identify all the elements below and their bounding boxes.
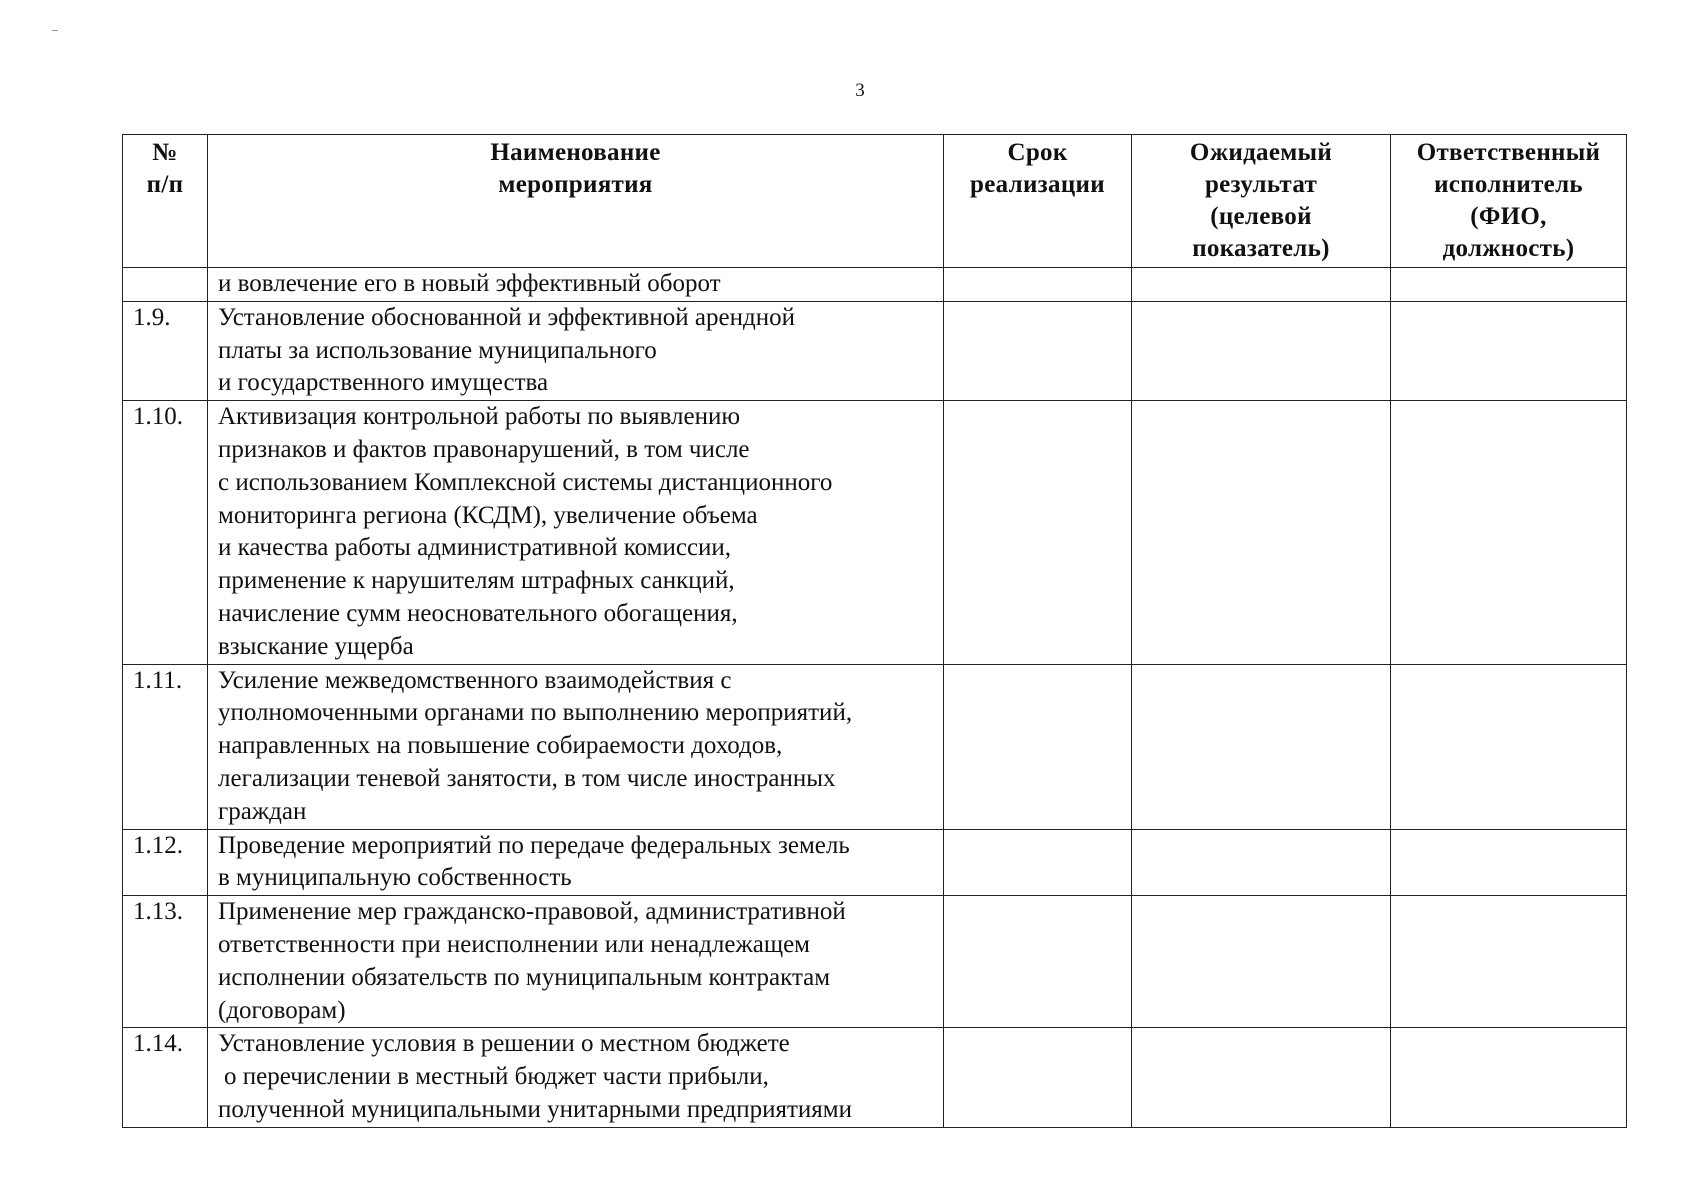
table-row — [123, 664, 1627, 829]
measure-name-line: признаков и фактов правонарушений, в том числе — [218, 435, 750, 463]
result-cell — [1132, 301, 1391, 400]
result-cell — [1132, 1028, 1391, 1127]
measure-name — [208, 829, 944, 896]
measure-name-line: мониторинга региона (КСДМ), увеличение объема — [218, 501, 758, 529]
row-number: 1.9. — [123, 301, 208, 400]
header-term: Срок реализации — [944, 135, 1132, 268]
measure-name-line: платы за использование муниципального — [218, 336, 657, 364]
measures-table — [122, 134, 1627, 1128]
row-number: 1.14. — [123, 1028, 208, 1127]
measure-name-line: о перечислении в местный бюджет части прибыли, — [224, 1063, 769, 1091]
measure-name-line: Установление обоснованной и эффективной арендной — [218, 303, 795, 331]
measure-name-line: Применение мер гражданско-правовой, административной — [218, 898, 846, 926]
result-cell — [1132, 664, 1391, 829]
result-cell — [1132, 829, 1391, 896]
responsible-cell — [1391, 829, 1627, 896]
table-row — [123, 896, 1627, 1028]
page-number: 3 — [855, 80, 865, 101]
result-cell — [1132, 896, 1391, 1028]
term-cell — [944, 268, 1132, 302]
measure-name-line: Активизация контрольной работы по выявлению — [218, 403, 741, 431]
measure-name-line: граждан — [218, 797, 307, 825]
row-number: 1.13. — [123, 896, 208, 1028]
measure-name-line: Усиление межведомственного взаимодействия с — [218, 666, 732, 694]
term-cell — [944, 664, 1132, 829]
header-responsible: Ответственный исполнитель (ФИО, должность) — [1391, 135, 1627, 268]
measure-name-line: с использованием Комплексной системы дистанционного — [218, 468, 833, 496]
header-name: Наименование мероприятия — [208, 135, 944, 268]
responsible-cell — [1391, 301, 1627, 400]
result-cell — [1132, 268, 1391, 302]
measure-name-line: и государственного имущества — [218, 369, 549, 397]
result-cell — [1132, 401, 1391, 664]
measure-name — [208, 401, 944, 664]
measure-name — [208, 896, 944, 1028]
measure-name-line: и качества работы административной комиссии, — [218, 534, 732, 562]
responsible-cell — [1391, 268, 1627, 302]
term-cell — [944, 301, 1132, 400]
row-number: 1.11. — [123, 664, 208, 829]
responsible-cell — [1391, 1028, 1627, 1127]
measure-name — [208, 268, 944, 302]
term-cell — [944, 896, 1132, 1028]
measure-name — [208, 1028, 944, 1127]
header-num: № п/п — [123, 135, 208, 268]
measure-name-line: начисление сумм неосновательного обогащения, — [218, 599, 738, 627]
measure-name-line: легализации теневой занятости, в том числе иностранных — [218, 764, 836, 792]
table-row — [123, 401, 1627, 664]
row-number: 1.10. — [123, 401, 208, 664]
term-cell — [944, 401, 1132, 664]
measure-name-line: Проведение мероприятий по передаче федеральных земель — [218, 831, 850, 859]
measure-name-line: направленных на повышение собираемости доходов, — [218, 732, 783, 760]
table-row — [123, 1028, 1627, 1127]
measure-name-line: полученной муниципальными унитарными предприятиями — [218, 1095, 852, 1123]
scan-mark — [52, 30, 58, 31]
term-cell — [944, 829, 1132, 896]
measure-name-line: ответственности при неисполнении или ненадлежащем — [218, 930, 810, 958]
table-row — [123, 829, 1627, 896]
measure-name-line: в муниципальную собственность — [218, 864, 572, 892]
measure-name-line: и вовлечение его в новый эффективный оборот — [218, 270, 721, 297]
responsible-cell — [1391, 664, 1627, 829]
row-number: 1.12. — [123, 829, 208, 896]
measure-name-line: взыскание ущерба — [218, 632, 414, 660]
measure-name — [208, 301, 944, 400]
measure-name-line: (договорам) — [218, 996, 346, 1024]
table-row — [123, 268, 1627, 302]
row-number — [123, 268, 208, 302]
header-result: Ожидаемый результат (целевой показатель) — [1132, 135, 1391, 268]
term-cell — [944, 1028, 1132, 1127]
table-header-row — [123, 135, 1627, 268]
responsible-cell — [1391, 896, 1627, 1028]
measure-name — [208, 664, 944, 829]
measure-name-line: Установление условия в решении о местном бюджете — [218, 1030, 790, 1058]
measure-name-line: применение к нарушителям штрафных санкций, — [218, 567, 735, 595]
measure-name-line: уполномоченными органами по выполнению мероприятий, — [218, 699, 853, 727]
measure-name-line: исполнении обязательств по муниципальным контрактам — [218, 963, 831, 991]
responsible-cell — [1391, 401, 1627, 664]
table-row — [123, 301, 1627, 400]
